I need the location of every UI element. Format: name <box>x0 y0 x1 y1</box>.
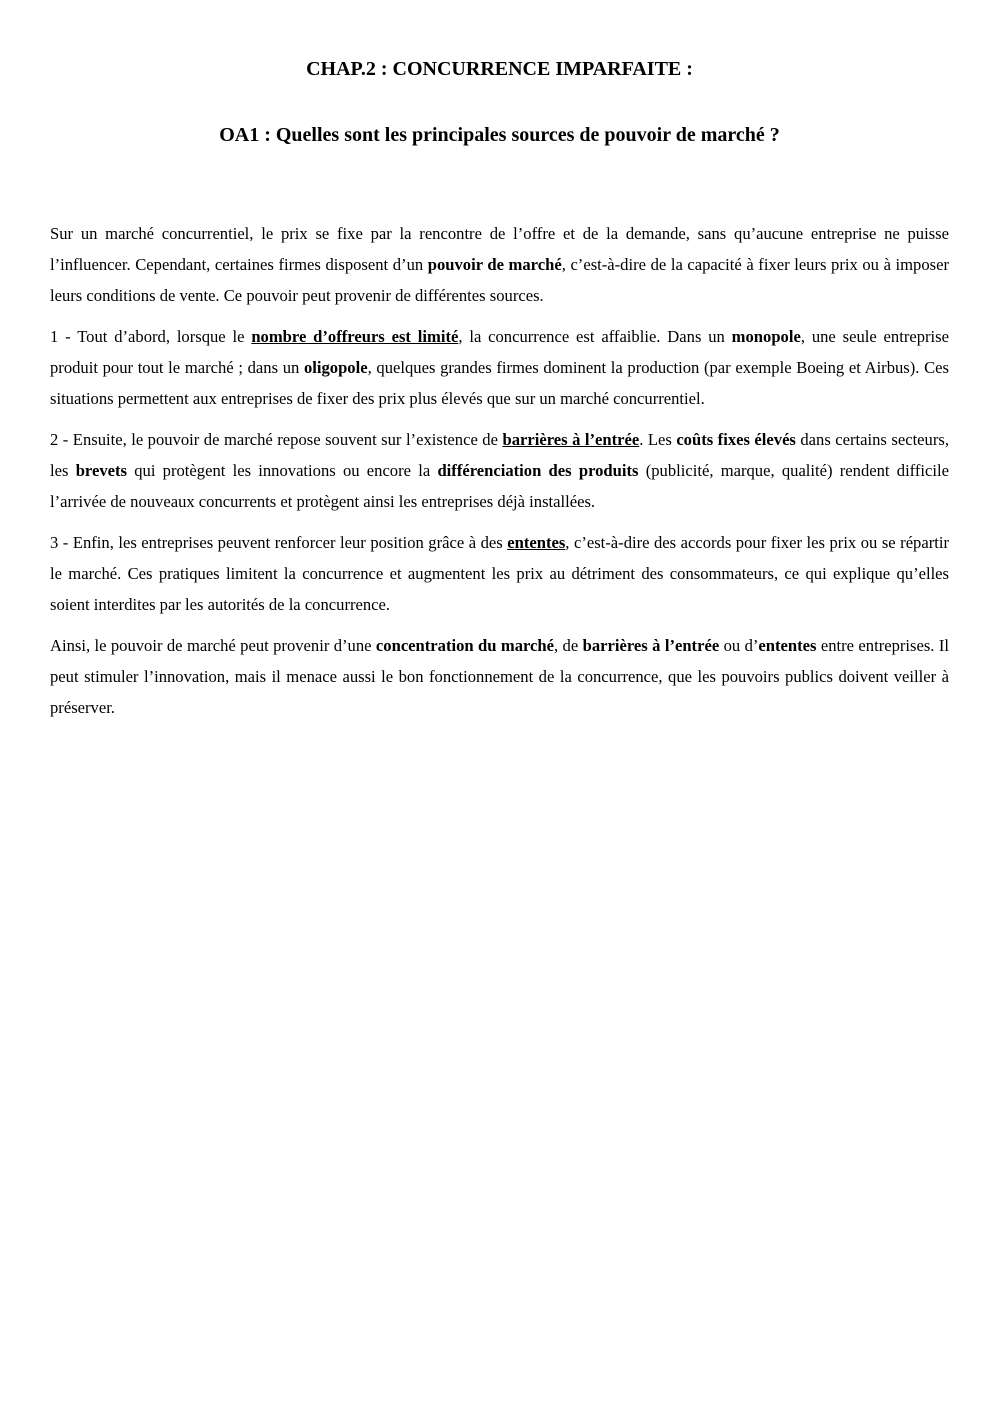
key-term-bold: barrières à l’entrée <box>582 636 720 655</box>
text-run: ou d’ <box>719 636 759 655</box>
text-run: , quelques grandes firmes dominent la production (par exemple Boeing et Airbus). Ces situations permettent aux entreprises de fixer des prix plus élevés que sur un marché concurrentiel. <box>50 358 949 408</box>
text-run: 3 - Enfin, les entreprises peuvent renforcer leur position grâce à des <box>50 533 508 552</box>
text-run: entre entreprises. Il peut stimuler l’innovation, mais il menace aussi le bon fonctionnement de la concurrence, que les pouvoirs publics doivent veiller à préserver. <box>50 636 949 717</box>
text-run: , la concurrence est affaiblie. Dans un <box>458 327 732 346</box>
text-run: dans certains secteurs, les <box>50 430 949 480</box>
document-body <box>50 218 949 723</box>
text-run: , c’est-à-dire de la capacité à fixer leurs prix ou à imposer leurs conditions de vente. Ce pouvoir peut provenir de différentes sources. <box>50 255 949 305</box>
text-run: , c’est-à-dire des accords pour fixer les prix ou se répartir le marché. Ces pratiques limitent la concurrence et augmentent les prix au détriment des consommateurs, ce qui explique qu’elles soient interdites par les autorités de la concurrence. <box>50 533 949 614</box>
key-term-underlined: barrières à l’entrée <box>502 430 640 449</box>
paragraph <box>50 218 949 311</box>
key-term-bold: pouvoir de marché <box>427 255 562 274</box>
paragraph <box>50 630 949 723</box>
paragraph <box>50 321 949 414</box>
text-run: , une seule entreprise produit pour tout le marché ; dans un <box>50 327 949 377</box>
key-term-bold: ententes <box>758 636 817 655</box>
text-run: Ainsi, le pouvoir de marché peut provenir d’une <box>50 636 376 655</box>
text-run: , de <box>554 636 583 655</box>
text-run: . Les <box>639 430 677 449</box>
key-term-underlined: nombre d’offreurs est limité <box>251 327 459 346</box>
text-run: (publicité, marque, qualité) rendent difficile l’arrivée de nouveaux concurrents et protègent ainsi les entreprises déjà installées. <box>50 461 949 511</box>
paragraph <box>50 527 949 620</box>
text-run: 1 - Tout d’abord, lorsque le <box>50 327 252 346</box>
text-run: 2 - Ensuite, le pouvoir de marché repose souvent sur l’existence de <box>50 430 503 449</box>
paragraph <box>50 424 949 517</box>
chapter-title: CHAP.2 : CONCURRENCE IMPARFAITE : <box>306 58 693 80</box>
key-term-bold: coûts fixes élevés <box>676 430 796 449</box>
text-run: Sur un marché concurrentiel, le prix se fixe par la rencontre de l’offre et de la demande, sans qu’aucune entreprise ne puisse l’influencer. Cependant, certaines firmes disposent d’un <box>50 224 949 274</box>
text-run: qui protègent les innovations ou encore la <box>127 461 438 480</box>
key-term-bold: différenciation des produits <box>437 461 639 480</box>
key-term-bold: concentration du marché <box>375 636 555 655</box>
section-question-title: OA1 : Quelles sont les principales sources de pouvoir de marché ? <box>219 124 780 146</box>
key-term-underlined: ententes <box>507 533 566 552</box>
key-term-bold: brevets <box>75 461 127 480</box>
key-term-bold: oligopole <box>303 358 368 377</box>
key-term-bold: monopole <box>731 327 801 346</box>
